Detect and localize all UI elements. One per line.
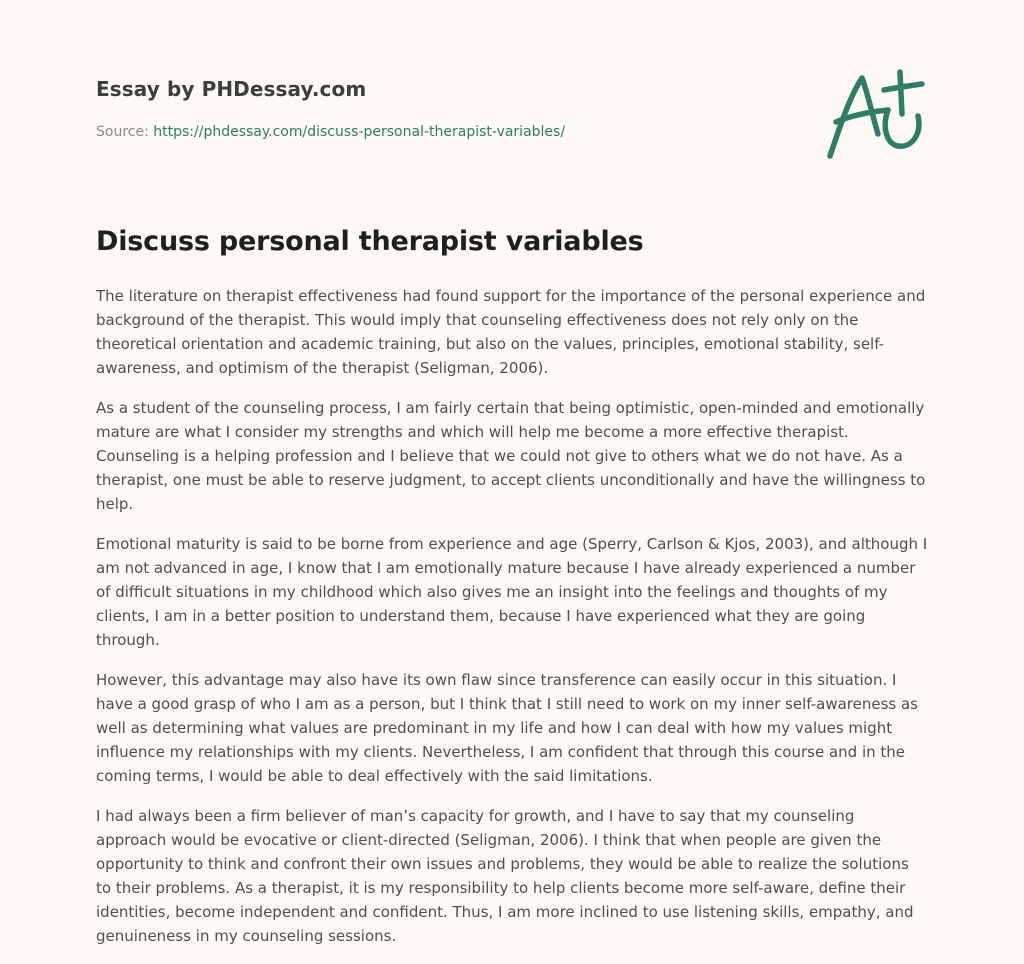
site-brand: Essay by PHDessay.com [96, 77, 367, 101]
paragraph: However, this advantage may also have its own flaw since transference can easily occur in this situation. I have a good grasp of who I am as a person, but I think that I still need to work on my inner self-awareness as well as determining what values are predominant in my life and how I can deal with how my values might influence my relationships with my clients. Nevertheless, I am confident that through this course and in the coming terms, I would be able to deal effectively with the said limitations. [96, 671, 918, 785]
source-link[interactable]: https://phdessay.com/discuss-personal-therapist-variables/ [153, 124, 566, 140]
paragraph: I had always been a firm believer of man’s capacity for growth, and I have to say that my counseling approach would be evocative or client-directed (Seligman, 2006). I think that when people are given the opportunity to think and confront their own issues and problems, they would be able to realize the solutions to their problems. As a therapist, it is my responsibility to help clients become more self-aware, define their identities, become independent and confident. Thus, I am more inclined to use listening skills, empathy, and genuineness in my counseling sessions. [96, 807, 914, 945]
paragraph: The literature on therapist effectiveness had found support for the importance of the personal experience and background of the therapist. This would imply that counseling effectiveness does not rely only on the theoretical orientation and academic training, but also on the values, principles, emotional stability, self-awareness, and optimism of the therapist (Seligman, 2006). [96, 287, 926, 377]
paragraph: Emotional maturity is said to be borne from experience and age (Sperry, Carlson & Kjos, 2003), and although I am not advanced in age, I know that I am emotionally mature because I have already experienced a number of difficult situations in my childhood which also gives me an insight into the feelings and thoughts of my clients, I am in a better position to understand them, because I have experienced what they are going through. [96, 535, 928, 649]
paragraph: As a student of the counseling process, I am fairly certain that being optimistic, open-minded and emotionally mature are what I consider my strengths and which will help me become a more effective therapist. Counseling is a helping profession and I believe that we could not give to others what we do not have. As a therapist, one must be able to reserve judgment, to accept clients unconditionally and have the willingness to help. [96, 399, 926, 513]
essay-title: Discuss personal therapist variables [96, 226, 644, 257]
essay-body [96, 284, 928, 964]
source-label: Source: [96, 124, 149, 140]
a-plus-logo-icon [822, 66, 928, 166]
source-line [96, 124, 565, 140]
